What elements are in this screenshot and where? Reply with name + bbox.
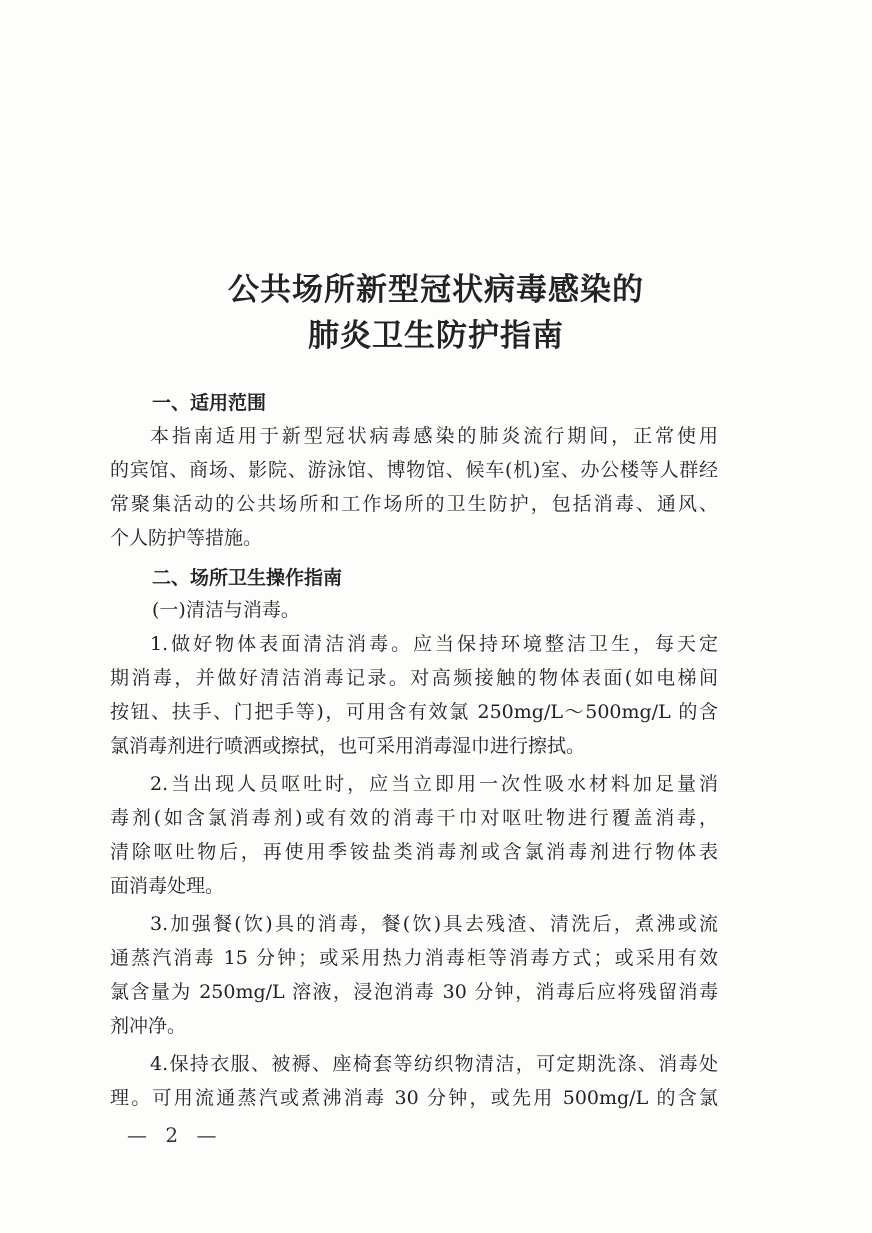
item-3-line: 3.加强餐(饮)具的消毒，餐(饮)具去残渣、清洗后，煮沸或流 — [150, 913, 718, 935]
section-2-heading: 二、场所卫生操作指南 — [152, 567, 343, 589]
section-1-line: 的宾馆、商场、影院、游泳馆、博物馆、候车(机)室、办公楼等人群经 — [110, 459, 718, 481]
section-1-heading: 一、适用范围 — [152, 392, 267, 414]
item-3-line: 氯含量为 250mg/L 溶液，浸泡消毒 30 分钟，消毒后应将残留消毒 — [110, 981, 718, 1003]
item-2-line: 清除呕吐物后，再使用季铵盐类消毒剂或含氯消毒剂进行物体表 — [110, 841, 718, 863]
item-3-line: 剂冲净。 — [110, 1015, 187, 1037]
item-3-line: 通蒸汽消毒 15 分钟；或采用热力消毒柜等消毒方式；或采用有效 — [110, 947, 718, 969]
item-2-line: 毒剂(如含氯消毒剂)或有效的消毒干巾对呕吐物进行覆盖消毒， — [110, 807, 718, 829]
item-4-line: 4.保持衣服、被褥、座椅套等纺织物清洁，可定期洗涤、消毒处 — [150, 1053, 718, 1075]
item-1-line: 按钮、扶手、门把手等)，可用含有效氯 250mg/L～500mg/L 的含 — [110, 701, 718, 723]
section-1-line: 本指南适用于新型冠状病毒感染的肺炎流行期间，正常使用 — [150, 425, 718, 447]
item-1-line: 1.做好物体表面清洁消毒。应当保持环境整洁卫生，每天定 — [150, 633, 718, 655]
section-1-line: 个人防护等措施。 — [110, 527, 263, 549]
item-1-line: 期消毒，并做好清洁消毒记录。对高频接触的物体表面(如电梯间 — [110, 667, 718, 689]
item-2-line: 2.当出现人员呕吐时，应当立即用一次性吸水材料加足量消 — [150, 773, 718, 795]
item-2-line: 面消毒处理。 — [110, 875, 225, 897]
page-number: — 2 — — [127, 1123, 223, 1147]
subsection-heading: (一)清洁与消毒。 — [152, 599, 300, 621]
document-title-line-1: 公共场所新型冠状病毒感染的 — [228, 272, 644, 308]
document-title-line-2: 肺炎卫生防护指南 — [308, 318, 564, 354]
item-1-line: 氯消毒剂进行喷洒或擦拭，也可采用消毒湿巾进行擦拭。 — [110, 735, 586, 757]
section-1-line: 常聚集活动的公共场所和工作场所的卫生防护，包括消毒、通风、 — [110, 493, 718, 515]
item-4-line: 理。可用流通蒸汽或煮沸消毒 30 分钟，或先用 500mg/L 的含氯 — [110, 1087, 718, 1109]
